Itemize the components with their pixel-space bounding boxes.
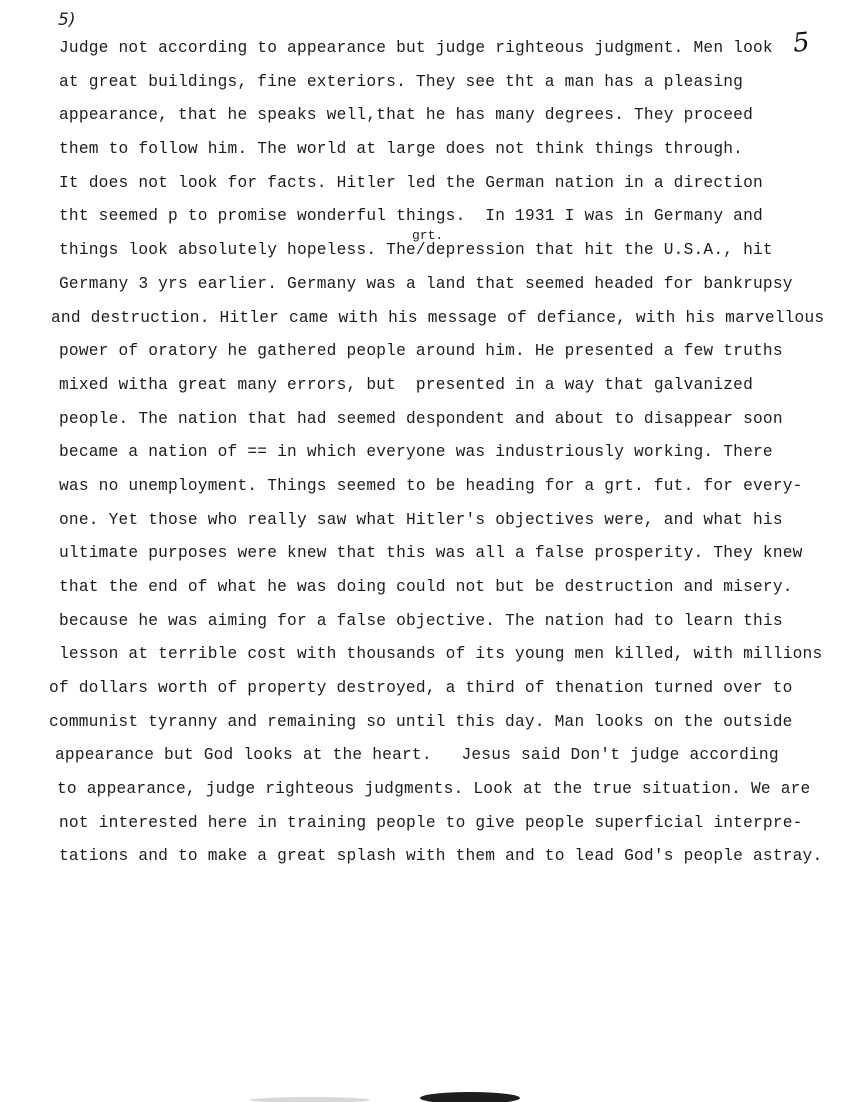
text-line: to appearance, judge righteous judgments. Look at the true situation. We are <box>57 780 811 798</box>
text-line: and destruction. Hitler came with his message of defiance, with his marvellous <box>51 309 825 327</box>
text-line: because he was aiming for a false objective. The nation had to learn this <box>59 612 783 630</box>
text-line: appearance, that he speaks well,that he has many degrees. They proceed <box>59 106 753 124</box>
scan-artifact <box>0 1086 848 1102</box>
text-line: people. The nation that had seemed despondent and about to disappear soon <box>59 410 783 428</box>
text-line: lesson at terrible cost with thousands of its young men killed, with millions <box>59 645 823 663</box>
text-line: at great buildings, fine exteriors. They see tht a man has a pleasing <box>59 73 744 91</box>
handwritten-page-mark: 5 <box>791 27 812 59</box>
text-line: mixed witha great many errors, but presented in a way that galvanized <box>59 376 753 394</box>
text-line: Germany 3 yrs earlier. Germany was a land that seemed headed for bankrupsy <box>59 275 793 293</box>
text-line: appearance but God looks at the heart. Jesus said Don't judge according <box>55 746 779 764</box>
text-line: not interested here in training people to give people superficial interpre- <box>59 814 803 832</box>
text-line: power of oratory he gathered people around him. He presented a few truths <box>59 342 783 360</box>
text-line: things look absolutely hopeless. The/depression that hit the U.S.A., hit <box>59 241 773 259</box>
text-line: became a nation of == in which everyone was industriously working. There <box>59 443 773 461</box>
text-line: tht seemed p to promise wonderful things. In 1931 I was in Germany and <box>59 207 763 225</box>
text-line: tations and to make a great splash with them and to lead God's people astray. <box>59 847 823 865</box>
text-line: communist tyranny and remaining so until this day. Man looks on the outside <box>49 713 793 731</box>
text-line: of dollars worth of property destroyed, a third of thenation turned over to <box>49 679 793 697</box>
text-line: that the end of what he was doing could not but be destruction and misery. <box>59 578 793 596</box>
page-number: 5) <box>58 10 76 30</box>
interlinear-annotation: grt. <box>412 228 444 243</box>
text-line: them to follow him. The world at large does not think things through. <box>59 140 744 158</box>
text-line: Judge not according to appearance but judge righteous judgment. Men look <box>59 39 773 57</box>
text-line: It does not look for facts. Hitler led the German nation in a direction <box>59 174 763 192</box>
text-line: ultimate purposes were knew that this was all a false prosperity. They knew <box>59 544 803 562</box>
text-line: was no unemployment. Things seemed to be heading for a grt. fut. for every- <box>59 477 803 495</box>
text-line: one. Yet those who really saw what Hitler's objectives were, and what his <box>59 511 783 529</box>
